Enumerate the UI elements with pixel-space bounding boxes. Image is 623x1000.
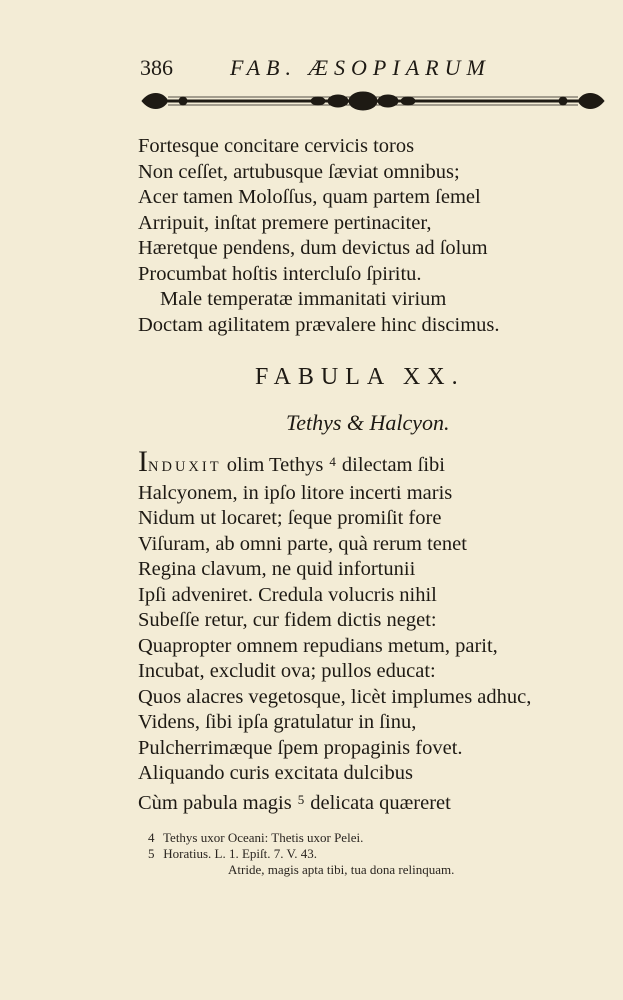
verse-line: Halcyonem, in ipſo litore incerti maris <box>138 481 453 504</box>
verse-line: Arripuit, inſtat premere pertinaciter, <box>138 211 432 234</box>
verse-line: Non ceſſet, artubusque ſæviat omnibus; <box>138 160 460 183</box>
footnote-mark: 5 <box>148 846 155 861</box>
drop-cap: I <box>138 445 148 478</box>
footnote-ref: 5 <box>297 791 305 807</box>
verse-line: Regina clavum, ne quid infortunii <box>138 558 416 580</box>
verse-text: Cùm pabula magis <box>138 791 292 814</box>
verse-line: Aliquando curis excitata dulcibus <box>138 762 413 784</box>
page-number: 386 <box>140 55 173 80</box>
verse-line: Procumbat hoſtis intercluſo ſpiritu. <box>138 262 422 285</box>
verse-line: Fortesque concitare cervicis toros <box>138 135 415 157</box>
footnote <box>148 830 454 846</box>
verse-line: Ipſi adveniret. Credula volucris nihil <box>138 583 437 606</box>
verse-line: Pulcherrimæque ſpem propaginis fovet. <box>138 736 463 759</box>
fable-title: FABULA XX. <box>255 364 465 390</box>
running-title: FAB. ÆSOPIARUM <box>230 55 491 80</box>
verse-line-last <box>138 787 531 817</box>
verse-text: delicata quæreret <box>310 791 451 814</box>
verse-line: Subeſſe retur, cur fidem dictis neget: <box>138 609 437 631</box>
verse-line-first <box>138 445 531 481</box>
small-caps-word: NDUXIT <box>148 459 222 475</box>
verse-line: Viſuram, ab omni parte, quà rerum tenet <box>138 532 467 555</box>
footnote-ref: 4 <box>329 454 336 469</box>
footnote-mark: 4 <box>148 830 155 845</box>
footnote-continuation: Atride, magis apta tibi, tua dona relinquam. <box>228 862 455 877</box>
footnote <box>148 846 454 862</box>
verse-line: Quapropter omnem repudians metum, parit, <box>138 634 498 657</box>
verse-line: Doctam agilitatem prævalere hinc discimus. <box>138 313 500 336</box>
footnote-text: Horatius. L. 1. Epiſt. 7. V. 43. <box>163 846 317 861</box>
verse-block-b <box>138 445 532 816</box>
verse-line: Incubat, excludit ova; pullos educat: <box>138 660 436 682</box>
footnote-text: Tethys uxor Oceani: Thetis uxor Pelei. <box>163 830 364 845</box>
footnotes <box>148 830 454 878</box>
fable-subtitle: Tethys & Halcyon. <box>286 410 450 435</box>
ornamental-rule-icon <box>138 88 608 114</box>
verse-line: Videns, ſibi ipſa gratulatur in ſinu, <box>138 711 417 733</box>
page-header <box>140 55 550 89</box>
verse-line: Male temperatæ immanitati virium <box>160 288 447 310</box>
verse-text: olim Tethys <box>226 454 324 476</box>
verse-line: Acer tamen Moloſſus, quam partem ſemel <box>138 186 481 208</box>
verse-block-a <box>138 134 500 338</box>
verse-text: dilectam ſibi <box>341 454 445 476</box>
verse-line: Nidum ut locaret; ſeque promiſit fore <box>138 507 442 529</box>
verse-line: Hæretque pendens, dum devictus ad ſolum <box>138 237 488 259</box>
verse-line: Quos alacres vegetosque, licèt implumes adhuc, <box>138 685 532 708</box>
